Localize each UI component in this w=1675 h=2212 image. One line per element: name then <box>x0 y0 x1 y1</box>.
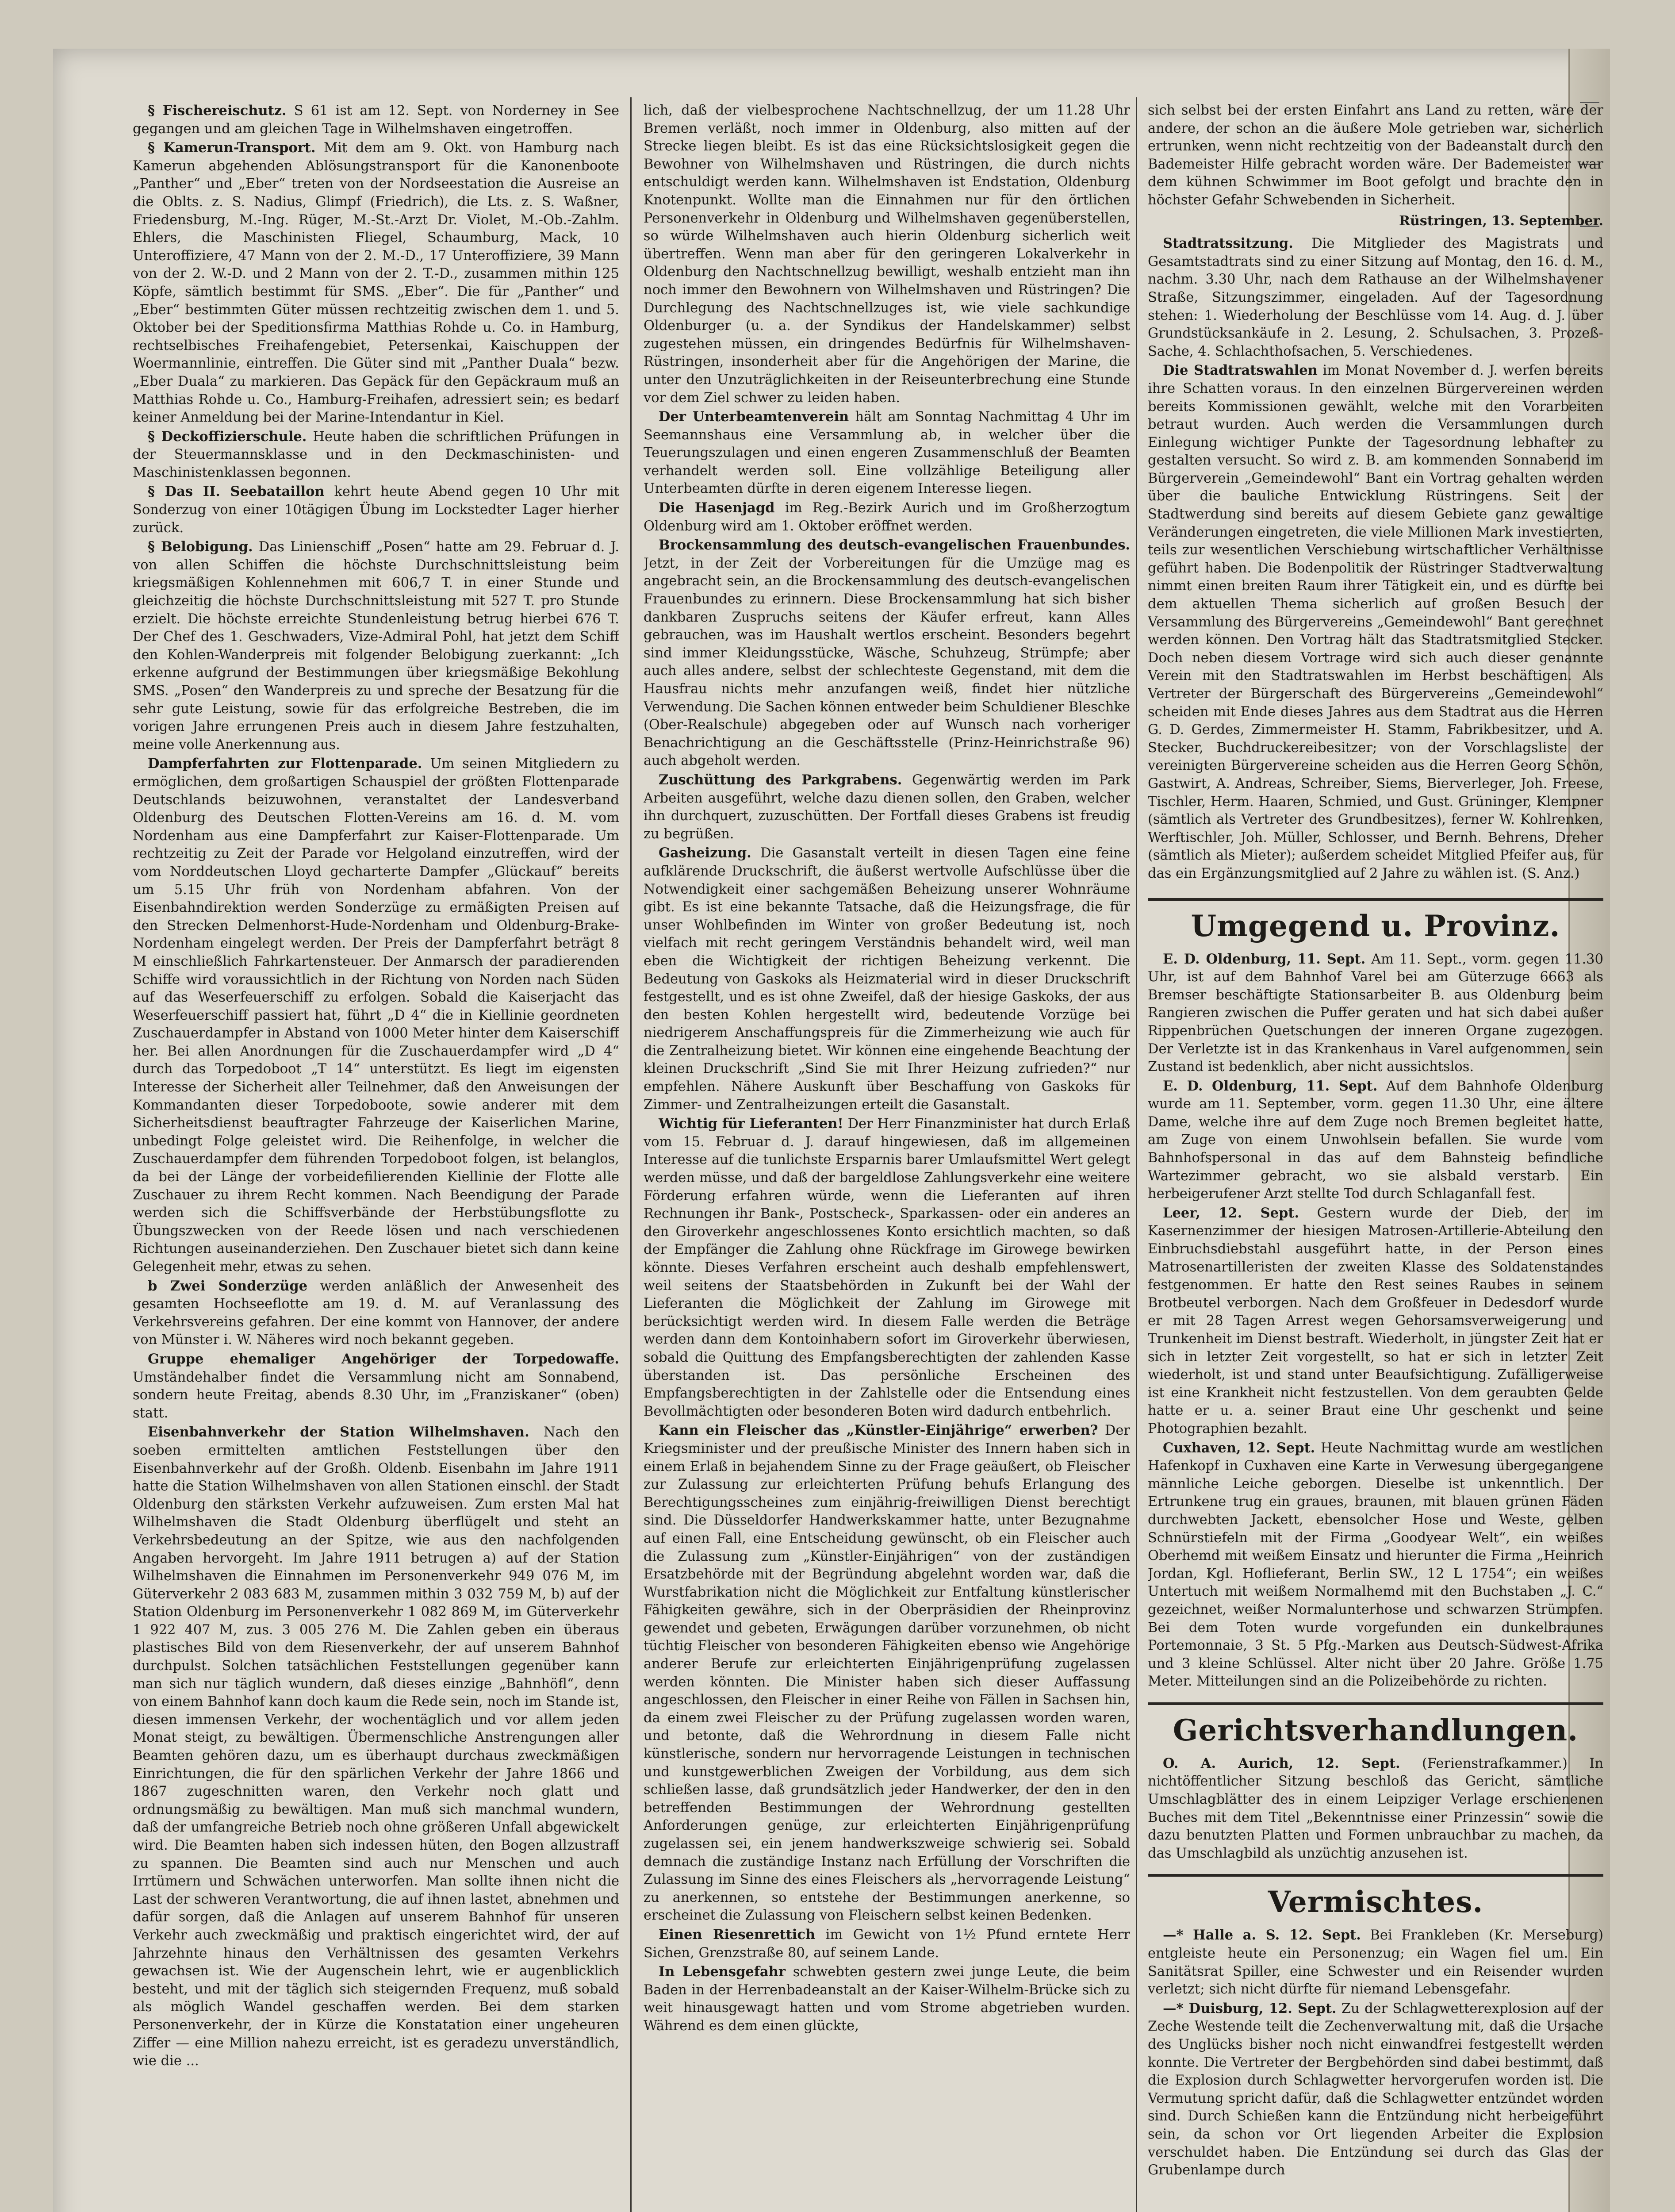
article-body: sich selbst bei der ersten Einfahrt ans Land zu retten, wäre der andere, der schon an die äußere Mole getrieben war, sicherlich ertrunken, wenn nicht rechtzeitig von der Badeanstalt durch den Bademeister Hilfe gebracht worden wäre. Der Bademeister war dem kühnen Schwimmer im Boot gefolgt und brachte den in höchster Gefahr Schwebenden in Sicherheit. <box>1148 103 1603 208</box>
article-body: S 61 ist am 12. Sept. von Norderney in See gegangen und am gleichen Tage in Wilhelmshaven eingetroffen. <box>133 103 619 137</box>
article-paragraph <box>133 755 619 1276</box>
article-paragraph <box>1148 2000 1603 2180</box>
article-headline: Wichtig für Lieferanten! <box>659 1116 843 1132</box>
article-headline: —* Duisburg, 12. Sept. <box>1163 2000 1337 2016</box>
dateline-text: Rüstringen, 13. September. <box>1399 213 1603 229</box>
article-paragraph <box>1148 950 1603 1076</box>
article-paragraph <box>1148 1439 1603 1691</box>
article-paragraph <box>133 1423 619 2070</box>
article-body: Heute Nachmittag wurde am westlichen Hafenkopf in Cuxhaven eine Karte in Verwesung übergegangene männliche Leiche geborgen. Dieselbe ist unkenntlich. Der Ertrunkene trug ein graues, braunen, mit blauen grünen Fäden durchwebten Jackett, ebensolcher Hose und Weste, gelben Schnürstiefeln mit der Firma „Goodyear Welt“, ein weißes Oberhemd mit weißem Einsatz und hierunter die Firma „Heinrich Jordan, Kgl. Hoflieferant, Berlin SW., 12 L 1754“; ein weißes Untertuch mit weißem Normalhemd mit den Buchstaben „J. C.“ gezeichnet, weißer Normalunterhose und schwarzen Strümpfen. Bei dem Toten wurde vorgefunden ein dunkelbraunes Portemonnaie, 3 St. 5 Pfg.-Marken aus Deutsch-Südwest-Afrika und 3 kleine Schlüssel. Alter nicht über 20 Jahre. Größe 1.75 Meter. Mitteilungen sind an die Polizeibehörde zu richten. <box>1148 1440 1603 1690</box>
article-paragraph <box>1148 1755 1603 1863</box>
article-body: (Ferienstrafkammer.) In nichtöffentlicher Sitzung beschloß das Gericht, sämtliche Umschlagblätter des in einem Leipziger Verlage erschienenen Buches mit dem Titel „Bekenntnisse einer Prinzessin“ sowie die dazu benutzten Platten und Formen unbrauchbar zu machen, da das Umschlagbild als unzüchtig anzusehen ist. <box>1148 1755 1603 1861</box>
article-headline: Gruppe ehemaliger Angehöriger der Torpedowaffe. <box>148 1351 619 1367</box>
article-headline: b Zwei Sonderzüge <box>148 1278 308 1294</box>
article-paragraph <box>1148 1204 1603 1438</box>
article-headline: Stadtratssitzung. <box>1163 235 1293 252</box>
article-headline: Leer, 12. Sept. <box>1163 1205 1299 1221</box>
article-body: Gegenwärtig werden im Park Arbeiten ausgeführt, welche dazu dienen sollen, den Graben, welcher ihn durchquert, zuzuschütten. Der Fortfall dieses Grabens ist freudig zu begrüßen. <box>644 772 1130 842</box>
article-headline: Dampferfahrten zur Flottenparade. <box>148 756 422 772</box>
article-headline: E. D. Oldenburg, 11. Sept. <box>1163 951 1366 967</box>
article-paragraph <box>1148 1077 1603 1203</box>
article-paragraph <box>644 536 1130 770</box>
column-rule <box>1136 97 1137 2212</box>
article-paragraph <box>1148 1926 1603 1998</box>
article-paragraph <box>644 408 1130 498</box>
section-heading: Vermischtes. <box>1148 1874 1603 1919</box>
article-body: kehrt heute Abend gegen 10 Uhr mit Sonderzug von einer 10tägigen Übung im Lockstedter Lager hierher zurück. <box>133 484 619 536</box>
article-body: Auf dem Bahnhofe Oldenburg wurde am 11. September, vorm. gegen 11.30 Uhr, eine ältere Dame, welche ihre auf dem Zuge noch Bremen begleitet hatte, am Zuge von einem Unwohlsein befallen. Sie wurde vom Bahnhofspersonal in das auf dem Bahnsteig befindliche Wartezimmer gebracht, wo sie alsbald verstarb. Ein herbeigerufener Arzt stellte Tod durch Schlaganfall fest. <box>1148 1078 1603 1202</box>
article-headline: § Belobigung. <box>148 539 253 555</box>
article-headline: Cuxhaven, 12. Sept. <box>1163 1440 1315 1456</box>
article-body: schwebten gestern zwei junge Leute, die beim Baden in der Herrenbadeanstalt an der Kaiser-Wilhelm-Brücke sich zu weit hinausgewagt hatten und vom Strome abgetrieben wurden. Während es dem einen glückte, <box>644 1964 1130 2034</box>
article-body: Mit dem am 9. Okt. von Hamburg nach Kamerun abgehenden Ablösungstransport für die Kanonenboote „Panther“ und „Eber“ treten von der Nordseestation die Ausreise an die Oblts. z. S. Nadius, Glimpf (Friedrich), die Lts. z. S. Waßner, Friedensburg, M.-Ing. Rüger, M.-St.-Arzt Dr. Violet, M.-Ob.-Zahlm. Ehlers, die Maschinisten Fliegel, Schaumburg, Mack, 10 Unteroffiziere, 47 Mann von der 2. M.-D., 17 Unteroffiziere, 39 Mann von der 2. W.-D. und 2 Mann von der 2. T.-D., zusammen mithin 125 Köpfe, sämtlich bestimmt für SMS. „Eber“. Die für „Panther“ und „Eber“ bestimmten Güter müssen rechtzeitig zwischen dem 1. und 5. Oktober bei der Speditionsfirma Matthias Rohde u. Co. in Hamburg, rechtselbisches Freihafengebiet, Petersenkai, Kaischuppen der Woermannlinie, eintreffen. Die Güter sind mit „Panther Duala“ bezw. „Eber Duala“ zu markieren. Das Gepäck für den Gepäckraum muß an Matthias Rohde u. Co., Hamburg-Freihafen, adressiert sein; es bedarf keiner Anmeldung bei der Marine-Intendantur in Kiel. <box>133 140 619 426</box>
article-body: im Gewicht von 1½ Pfund erntete Herr Sichen, Grenzstraße 80, auf seinem Lande. <box>644 1927 1130 1961</box>
article-column-1 <box>133 102 619 2212</box>
article-column-3 <box>1148 102 1603 2212</box>
article-body: Heute haben die schriftlichen Prüfungen in der Steuermannsklasse und in den Deckmaschinisten- und Maschinistenklassen begonnen. <box>133 429 619 480</box>
article-paragraph <box>644 499 1130 535</box>
article-paragraph <box>133 428 619 482</box>
article-headline: In Lebensgefahr <box>659 1964 786 1980</box>
article-paragraph <box>133 538 619 754</box>
article-headline: § Kamerun-Transport. <box>148 140 316 156</box>
article-body: Zu der Schlagwetterexplosion auf der Zeche Westende teilt die Zechenverwaltung mit, daß die Ursache des Unglücks bisher noch nicht einwandfrei festgestellt werden konnte. Die Vertreter der Bergbehörden sind dabei bestimmt, daß die Explosion durch Schlagwetter hervorgerufen worden ist. Die Vermutung spricht dafür, daß die Schlagwetter entzündet worden sind. Durch Schießen kann die Entzündung nicht herbeigeführt sein, da schon vor Ort liegenden Arbeiter die Explosion verschuldet haben. Die Entzündung sei durch das Glas der Grubenlampe durch <box>1148 2001 1603 2178</box>
article-headline: Brockensammlung des deutsch-evangelischen Frauenbundes. <box>659 537 1130 553</box>
article-paragraph <box>1148 102 1603 210</box>
article-body: Die Gasanstalt verteilt in diesen Tagen eine feine aufklärende Druckschrift, die äußerst wertvolle Aufschlüsse über die Notwendigkeit einer sachgemäßen Beheizung unserer Wohnräume gibt. Es ist eine bekannte Tatsache, daß die Heizungsfrage, die für unser Wohlbefinden im Winter von großer Bedeutung ist, noch vielfach mit recht geringem Verständnis behandelt wird, weil man eben die Wichtigkeit der richtigen Beheizung verkennt. Die Bedeutung von Gaskoks als Heizmaterial wird in dieser Druckschrift festgestellt, und es ist ohne Zweifel, daß der hiesige Gaskoks, der aus den besten Kohlen hergestellt wird, bedeutende Vorzüge bei niedrigerem Anschaffungspreis für die Zimmerheizung wie auch für die Zentralheizung bietet. Wir können eine eingehende Beachtung der kleinen Druckschrift „Sind Sie mit Ihrer Heizung zufrieden?“ nur empfehlen. Nähere Auskunft über Beschaffung von Gaskoks für Zimmer- und Zentralheizungen erteilt die Gasanstalt. <box>644 845 1130 1113</box>
article-body: Bei Frankleben (Kr. Merseburg) entgleiste heute ein Personenzug; ein Wagen fiel um. Ein Sanitätsrat Spiller, eine Schwester und ein Reisender wurden verletzt; sich nicht dürfte für niemand Lebensgefahr. <box>1148 1928 1603 1997</box>
article-paragraph <box>133 483 619 537</box>
article-paragraph <box>133 1277 619 1349</box>
article-body: lich, daß der vielbesprochene Nachtschnellzug, der um 11.28 Uhr Bremen verläßt, noch immer in Oldenburg, also mitten auf der Strecke liegen bleibt. Es ist das eine Rücksichtslosigkeit gegen die Bewohner von Wilhelmshaven und Rüstringen, die durch nichts entschuldigt werden kann. Wilhelmshaven ist Endstation, Oldenburg Knotenpunkt. Wollte man die Einnahmen nur für den örtlichen Personenverkehr in Oldenburg und Wilhelmshaven gegenüberstellen, so würde Wilhelmshaven auch hierin Oldenburg sicherlich weit übertreffen. Wenn man aber für den geringeren Lokalverkehr in Oldenburg den Nachtschnellzug bewilligt, weshalb entzieht man ihn noch immer den Bewohnern von Wilhelmshaven und Rüstringen? Die Durchlegung des Nachtschnellzuges ist, wie viele sachkundige Oldenburger (u. a. der Syndikus der Handelskammer) selbst zugestehen müssen, ein dringendes Bedürfnis für Wilhelmshaven-Rüstringen, insonderheit aber für die Angehörigen der Marine, die unter den Unzuträglichkeiten in der Reiseunterbrechung eine Stunde vor dem Ziel schwer zu leiden haben. <box>644 103 1130 406</box>
article-body: Um seinen Mitgliedern zu ermöglichen, dem großartigen Schauspiel der größten Flottenparade Deutschlands beizuwohnen, veranstaltet der Landesverband Oldenburg des Deutschen Flotten-Vereins am 16. d. M. vom Nordenham aus eine Dampferfahrt zur Kaiser-Flottenparade. Um rechtzeitig zu Zeit der Parade vor Helgoland einzutreffen, wird der vom Norddeutschen Lloyd gecharterte Dampfer „Glückauf“ bereits um 5.15 Uhr früh von Nordenham abfahren. Von der Eisenbahndirektion werden Sonderzüge zu ermäßigten Preisen auf den Strecken Delmenhorst-Hude-Nordenham und Oldenburg-Brake-Nordenham eingelegt werden. Der Preis der Dampferfahrt beträgt 8 M einschließlich Fahrkartensteuer. Der Anmarsch der paradierenden Schiffe wird voraussichtlich in der Richtung von Norden nach Süden auf das Weserfeuerschiff zu erfolgen. Sobald die Kaiserjacht das Weserfeuerschiff passiert hat, führt „D 4“ die in Kiellinie geordneten Zuschauerdampfer in Abstand von 1000 Meter hinter dem Kaiserschiff her. Bei allen Anordnungen für die Zuschauerdampfer wird „D 4“ durch das Torpedoboot „T 14“ unterstützt. Es liegt im eigensten Interesse der Sicherheit aller Teilnehmer, daß den Anweisungen der Kommandanten dieser Torpedoboote, sowie anderer mit dem Sicherheitsdienst beauftragter Fahrzeuge der Kaiserlichen Marine, unbedingt Folge geleistet wird. Die Reihenfolge, in welcher die Zuschauerdampfer dem führenden Torpedoboot folgen, ist belanglos, da bei der Länge der vorbeidefilierenden Kiellinie der Flotte alle Zuschauer zu ihrem Recht kommen. Nach Beendigung der Parade werden sich die Schiffsverbände der Herbstübungsflotte zu Übungszwecken von der Reede lösen und nach verschiedenen Richtungen auseinanderziehen. Den Zuschauer bietet sich dann keine Gelegenheit mehr, etwas zu sehen. <box>133 756 619 1275</box>
article-paragraph <box>644 844 1130 1114</box>
article-body: Der Herr Finanzminister hat durch Erlaß vom 15. Februar d. J. darauf hingewiesen, daß im allgemeinen Interesse auf die tunlichste Ersparnis barer Umlaufsmittel Wert gelegt werden müsse, und daß der bargeldlose Zahlungsverkehr eine weitere Förderung erfahren würde, wenn die Lieferanten auf ihren Rechnungen ihr Bank-, Postscheck-, Sparkassen- oder ein anderes an den Giroverkehr angeschlossenes Konto ersichtlich machten, so daß der Empfänger die Zahlung ohne Rückfrage im Girowege bewirken könnte. Dieses Verfahren erscheint auch deshalb empfehlenswert, weil seitens der Staatsbehörden in Zukunft bei der Wahl der Lieferanten die Möglichkeit der Zahlung im Girowege mit berücksichtigt werden wird. In diesem Falle werden die Beträge werden dann dem Kontoinhabern sofort im Giroverkehr überwiesen, sobald die Quittung des Empfangsberechtigten der zahlenden Kasse überstanden ist. Das persönliche Erscheinen des Empfangsberechtigten in der Zahlstelle oder die Entsendung eines Bevollmächtigten oder besonderen Boten wird dadurch entbehrlich. <box>644 1116 1130 1419</box>
article-body: hält am Sonntag Nachmittag 4 Uhr im Seemannshaus eine Versammlung ab, in welcher über die Teuerungszulagen und einen engeren Zusammenschluß der Beamten verhandelt werden soll. Eine vollzählige Beteiligung aller Unterbeamten dürfte in deren eigenem Interesse liegen. <box>644 409 1130 497</box>
article-paragraph <box>644 1926 1130 1962</box>
article-headline: § Das II. Seebataillon <box>148 484 325 500</box>
article-headline: Eisenbahnverkehr der Station Wilhelmshaven. <box>148 1424 529 1440</box>
article-headline: Die Hasenjagd <box>659 500 775 516</box>
article-paragraph <box>644 771 1130 843</box>
article-body: Das Linienschiff „Posen“ hatte am 29. Februar d. J. von allen Schiffen die höchste Durchschnittsleistung beim kriegsmäßigen Kohlennehmen mit 606,7 T. in einer Stunde und gleichzeitig die höchste Durchschnittsleistung mit 527 T. pro Stunde erzielt. Die höchste erreichte Stundenleistung betrug hierbei 676 T. Der Chef des 1. Geschwaders, Vize-Admiral Pohl, hat jetzt dem Schiff den Kohlen-Wanderpreis mit folgender Belobigung zuerkannt: „Ich erkenne aufgrund der Bestimmungen über kriegsmäßige Bekohlung SMS. „Posen“ den Wanderpreis zu und spreche der Besatzung für die sehr gute Leistung, sowie für das erfolgreiche Bestreben, die im vorigen Jahre errungenen Preis auch in diesem Jahre festzuhalten, meine volle Anerkennung aus. <box>133 539 619 753</box>
article-paragraph <box>1148 234 1603 361</box>
section-heading: Gerichtsverhandlungen. <box>1148 1702 1603 1747</box>
article-headline: Der Unterbeamtenverein <box>659 409 849 425</box>
article-headline: —* Halle a. S. 12. Sept. <box>1163 1927 1361 1943</box>
article-paragraph <box>644 102 1130 407</box>
section-heading: Umgegend u. Provinz. <box>1148 898 1603 943</box>
article-headline: § Fischereischutz. <box>148 103 287 119</box>
article-paragraph <box>133 139 619 427</box>
article-paragraph <box>644 1115 1130 1421</box>
article-paragraph <box>133 102 619 138</box>
article-body: Jetzt, in der Zeit der Vorbereitungen für die Umzüge mag es angebracht sein, an die Brockensammlung des deutsch-evangelischen Frauenbundes zu erinnern. Diese Brockensammlung hat sich bisher dankbaren Zuspruchs seitens der Käufer erfreut, kann Alles gebrauchen, was im Haushalt wertlos erscheint. Besonders begehrt sind immer Kleidungsstücke, Wäsche, Schuhzeug, Strümpfe; aber auch alles andere, selbst der schlechteste Gegenstand, mit dem die Hausfrau nichts mehr anzufangen weiß, findet hier nützliche Verwendung. Die Sachen können entweder beim Schuldiener Bleschke (Ober-Realschule) abgegeben oder auf Wunsch nach vorheriger Benachrichtigung an die Geschäftsstelle (Prinz-Heinrichstraße 96) auch abgeholt werden. <box>644 555 1130 769</box>
article-body: Die Mitglieder des Magistrats und Gesamtstadtrats sind zu einer Sitzung auf Montag, den 16. d. M., nachm. 3.30 Uhr, nach dem Rathause an der Wilhelmshavener Straße, Sitzungszimmer, eingeladen. Auf der Tagesordnung stehen: 1. Wiederholung der Beschlüsse vom 14. Aug. d. J. über Grundstücksankäufe in 2. Lesung, 2. Schulsachen, 3. Prozeß-Sache, 4. Schlachthofsachen, 5. Verschiedenes. <box>1148 236 1603 359</box>
article-headline: Einen Riesenrettich <box>659 1926 816 1943</box>
article-headline: Kann ein Fleischer das „Künstler-Einjährige“ erwerben? <box>659 1422 1098 1439</box>
article-paragraph <box>644 1963 1130 2035</box>
article-body: im Monat November d. J. werfen bereits ihre Schatten voraus. In den einzelnen Bürgervereinen werden bereits Kommissionen gewählt, welche mit den Vorarbeiten betraut wurden. Auch werden die Versammlungen durch Einlegung wichtiger Punkte der Tagesordnung lebhafter zu gestalten versucht. So wird z. B. am kommenden Sonnabend im Bürgerverein „Gemeindewohl“ Bant ein Vortrag gehalten werden über die bauliche Entwicklung Rüstringens. Seit der Stadtwerdung sind bereits auf diesem Gebiete ganz gewaltige Veränderungen eingetreten, die viele Millionen Mark investierten, teils zur wesentlichen Verschiebung wirtschaftlicher Verhältnisse geführt haben. Die Bodenpolitik der Rüstringer Stadtverwaltung nimmt einen breiten Raum ihrer Tätigkeit ein, und es dürfte bei dem aktuellen Thema sicherlich auf großen Besuch der Versammlung des Bürgervereins „Gemeindewohl“ Bant gerechnet werden können. Den Vortrag hält das Stadtratsmitglied Stecker. Doch neben diesem Vortrage wird sich auch dieser genannte Verein mit den Stadtratswahlen im Herbst beschäftigen. Als Vertreter der Bürgerschaft des Bürgervereins „Gemeindewohl“ scheiden mit Ende dieses Jahres aus dem Stadtrat aus die Herren G. D. Gerdes, Zimmermeister H. Stamm, Fabrikbesitzer, und A. Stecker, Buchdruckereibesitzer; von der Vorschlagsliste der vereinigten Bürgervereine scheiden aus die Herren Georg Schön, Gastwirt, A. Andreas, Schreiber, Siems, Bierverleger, Joh. Freese, Tischler, Herm. Haaren, Schmied, und Gust. Grüninger, Klempner (sämtlich als Vertreter des Grundbesitzes), ferner W. Kohlrenken, Werftischler, Joh. Müller, Schlosser, und Bernh. Behrens, Dreher (sämtlich als Mieter); außerdem scheidet Mitglied Pfeifer aus, für das ein Ergänzungsmitglied auf 2 Jahre zu wählen ist. (S. Anz.) <box>1148 363 1603 881</box>
article-headline: Die Stadtratswahlen <box>1163 362 1318 379</box>
article-body: Umständehalber findet die Versammlung nicht am Sonnabend, sondern heute Freitag, abends 8.30 Uhr, im „Franziskaner“ (oben) statt. <box>133 1369 619 1421</box>
article-paragraph <box>644 1421 1130 1925</box>
article-body: Gestern wurde der Dieb, der im Kasernenzimmer der hiesigen Matrosen-Artillerie-Abteilung den Einbruchsdiebstahl ausgeführt hatte, in der Person eines Matrosenartilleristen der zweiten Klasse des Soldatenstandes festgenommen. Er hatte den Rest seines Raubes in seinem Brotbeutel verborgen. Nach dem Großfeuer in Dedesdorf wurde er mit 28 Tagen Arrest wegen Gehorsamsverweigerung und Trunkenheit im Dienst bestraft. Wiederholt, in jüngster Zeit hat er sich in letzter Zeit vorgestellt, so hat er sich in letzter Zeit wiederholt, ist und stand unter Beaufsichtigung. Zufälligerweise ist eine Krankheit nicht festzustellen. Von dem geraubten Gelde hatte er u. a. seiner Braut eine Uhr geschenkt und seine Photographien bezahlt. <box>1148 1205 1603 1436</box>
article-body: Nach den soeben ermittelten amtlichen Feststellungen über den Eisenbahnverkehr auf der Großh. Oldenb. Eisenbahn im Jahre 1911 hatte die Station Wilhelmshaven von allen Stationen einschl. der Stadt Oldenburg den stärksten Verkehr aufzuweisen. Zum ersten Mal hat Wilhelmshaven die Stadt Oldenburg überflügelt und steht an Verkehrsbedeutung an der Spitze, wie aus den nachfolgenden Angaben hervorgeht. Im Jahre 1911 betrugen a) auf der Station Wilhelmshaven die Einnahmen im Personenverkehr 949 076 M, im Güterverkehr 2 083 683 M, zusammen mithin 3 032 759 M, b) auf der Station Oldenburg im Personenverkehr 1 082 869 M, im Güterverkehr 1 922 407 M, zus. 3 005 276 M. Die Zahlen geben ein überaus plastisches Bild von dem Riesenverkehr, der auf unserem Bahnhof durchpulst. Solchen tatsächlichen Feststellungen gegenüber kann man sich nur täglich wundern, daß dieses einzige „Bahnhöfl“, denn von einem Bahnhof kann doch kaum die Rede sein, noch im Stande ist, diesen immensen Verkehr, der wochentäglich und vor allem jeden Monat steigt, zu bewältigen. Übermenschliche Anstrengungen aller Beamten gehören dazu, um es überhaupt durchaus zweckmäßigen Einrichtungen, die für den spärlichen Verkehr der Jahre 1866 und 1867 zugeschnitten waren, den Verkehr noch glatt und ordnungsmäßig zu bewältigen. Man muß sich manchmal wundern, daß der umfangreiche Betrieb noch ohne größeren Unfall abgewickelt wird. Die Beamten haben sich indessen hüten, den Bogen allzustraff zu spannen. Die Beamten sind auch nur Menschen und auch Irrtümern und Schwächen unterworfen. Man sollte ihnen nicht die Last der schweren Verantwortung, die auf ihnen lastet, abnehmen und dafür sorgen, daß die Anlagen auf unserem Bahnhof für unseren Verkehr auch zweckmäßig und praktisch eingerichtet wird, der auf Jahrzehnte hinaus den Verhältnissen des gesamten Verkehrs gewachsen ist. Wie der Augenschein lehrt, wie er augenblicklich besteht, und mit der täglich sich steigernden Frequenz, muß sobald als möglich Wandel geschaffen werden. Bei dem starken Personenverkehr, der in Kürze die Konstatation einer ungeheuren Ziffer — eine Million nahezu erreicht, ist es geradezu unverständlich, wie die ... <box>133 1425 619 2069</box>
article-paragraph <box>1148 361 1603 883</box>
column-rule <box>630 97 632 2212</box>
article-body: Am 11. Sept., vorm. gegen 11.30 Uhr, ist auf dem Bahnhof Varel bei am Güterzuge 6663 als Bremser beschäftigte Stationsarbeiter B. aus Oldenburg beim Rangieren zwischen die Puffer geraten und hat sich dabei außer Rippenbrüchen Quetschungen der inneren Organe zugezogen. Der Verletzte ist in das Krankenhaus in Varel aufgenommen, sein Zustand ist bedenklich, aber nicht aussichtslos. <box>1148 951 1603 1075</box>
article-headline: Zuschüttung des Parkgrabens. <box>659 772 902 788</box>
article-headline: Gasheizung. <box>659 845 751 861</box>
article-body: Der Kriegsminister und der preußische Minister des Innern haben sich in einem Erlaß in bejahendem Sinne zu der Frage geäußert, ob Fleischer zur Zulassung zur erleichterten Prüfung behufs Erlangung des Berechtigungsscheines zum einjährig-freiwilligen Dienst berechtigt sind. Die Düsseldorfer Handwerkskammer hatte, unter Bezugnahme auf einen Fall, eine Entscheidung gewünscht, ob ein Fleischer auch die Zulassung zum „Künstler-Einjährigen“ von der zuständigen Ersatzbehörde mit der Begründung abgelehnt worden war, daß die Wurstfabrikation nicht die Möglichkeit zur Entfaltung künstlerischer Fähigkeiten gewähre, sich in der Oberpräsidien der Rheinprovinz gewendet und gebeten, Erwägungen darüber vorzunehmen, ob nicht tüchtig Fleischer von besonderen Fähigkeiten ebenso wie Angehörige anderer Berufe zur erleichterten Einjährigenprüfung zugelassen werden könnten. Die Minister haben sich dieser Auffassung angeschlossen, den Fleischer in einer Reihe von Fällen in Sachsen hin, da einem zwei Fleischer zu der Prüfung zugelassen worden waren, und betonte, daß die Wehrordnung in diesem Falle nicht künstlerische, sondern nur hervorragende Leistungen in technischen und kunstgewerblichen Zweigen der Vorbildung, aus dem sich schließen lasse, daß grundsätzlich jeder Handwerker, der den in den betreffenden Bestimmungen der Wehrordnung gestellten Anforderungen genüge, zur erleichterten Einjährigenprüfung zugelassen sei, ein jenem handwerkszweige schwierig sei. Sobald demnach die zuständige Instanz nach Erfüllung der Vorschriften die Zulassung im Sinne des eines Fleischers als „hervorragende Leistung“ zu anerkennen, so entstehe der Bestimmungen anerkenne, so erscheinet die Zulassung von Fleischern selbst keinen Bedenken. <box>644 1423 1130 1924</box>
article-column-2 <box>644 102 1130 2212</box>
article-body: werden anläßlich der Anwesenheit des gesamten Hochseeflotte am 19. d. M. auf Veranlassung des Verkehrsvereins gefahren. Der eine kommt von Hannover, der andere von Münster i. W. Näheres wird noch bekannt gegeben. <box>133 1278 619 1348</box>
dateline <box>1148 212 1603 230</box>
article-headline: O. A. Aurich, 12. Sept. <box>1163 1755 1400 1771</box>
article-headline: E. D. Oldenburg, 11. Sept. <box>1163 1078 1378 1094</box>
article-body: im Reg.-Bezirk Aurich und im Großherzogtum Oldenburg wird am 1. Oktober eröffnet werden. <box>644 500 1130 534</box>
article-paragraph <box>133 1350 619 1422</box>
article-headline: § Deckoffizierschule. <box>148 428 307 445</box>
